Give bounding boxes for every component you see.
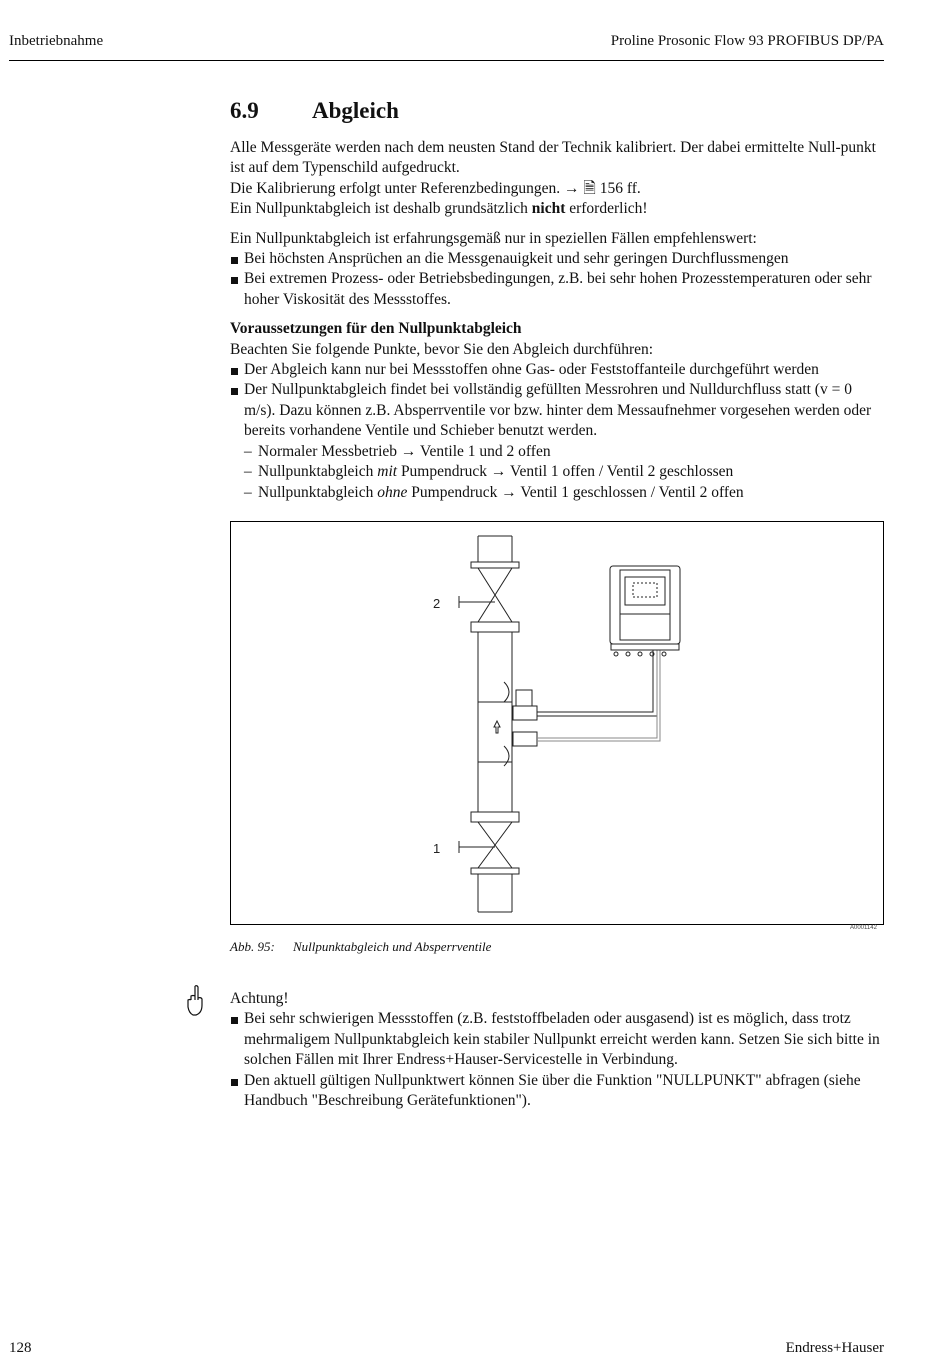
caption-text: Nullpunktabgleich und Absperrventile bbox=[293, 939, 492, 954]
intro-p3-before: Ein Nullpunktabgleich ist deshalb grundsätzlich bbox=[230, 200, 532, 218]
prereq-list bbox=[230, 360, 886, 442]
intro-paragraph-2: Die Kalibrierung erfolgt unter Referenzbedingungen. → 🗎 156 ff. bbox=[230, 179, 641, 197]
caution-note bbox=[230, 989, 886, 1111]
caution-title: Achtung! bbox=[230, 990, 289, 1007]
header-rule bbox=[9, 60, 884, 61]
section-heading bbox=[230, 96, 886, 126]
intro-p3-bold: nicht bbox=[531, 200, 566, 218]
list-item: – Normaler Messbetrieb → Ventile 1 und 2 offen bbox=[244, 442, 886, 462]
valve-mode-list bbox=[230, 442, 886, 503]
list-item: Bei extremen Prozess- oder Betriebsbedingungen, z.B. bei sehr hohen Prozesstemperaturen oder sehr hoher Viskosität des Messstoffes. bbox=[230, 269, 886, 310]
prereq-title: Voraussetzungen für den Nullpunktabgleich bbox=[230, 320, 522, 338]
header-section: Inbetriebnahme bbox=[9, 33, 104, 49]
intro-paragraph-1: Alle Messgeräte werden nach dem neusten Stand der Technik kalibriert. Der dabei ermittelte Null-punkt ist auf dem Typenschild aufgedruckt. bbox=[230, 139, 876, 177]
valve-label-1: 1 bbox=[433, 841, 441, 856]
main-content bbox=[230, 96, 886, 503]
figure-id: A0001142 bbox=[850, 925, 877, 931]
intro-paragraph-3 bbox=[230, 199, 886, 219]
figure-caption bbox=[230, 939, 491, 955]
list-item: – Nullpunktabgleich ohne Pumpendruck → Ventil 1 geschlossen / Ventil 2 offen bbox=[244, 483, 886, 503]
pipe-diagram bbox=[231, 522, 885, 926]
section-title: Abgleich bbox=[312, 98, 399, 123]
valve-label-2: 2 bbox=[433, 596, 441, 611]
figure-valves bbox=[230, 521, 884, 925]
prereq-lead: Beachten Sie folgende Punkte, bevor Sie den Abgleich durchführen: bbox=[230, 340, 654, 358]
list-item: Den aktuell gültigen Nullpunktwert können Sie über die Funktion "NULLPUNKT" abfragen (siehe Handbuch "Beschreibung Gerätefunktionen"). bbox=[230, 1071, 886, 1112]
header-product: Proline Prosonic Flow 93 PROFIBUS DP/PA bbox=[610, 33, 884, 49]
caution-list bbox=[230, 1009, 886, 1111]
page-number: 128 bbox=[9, 1340, 32, 1356]
intro-p3-after: erforderlich! bbox=[565, 200, 648, 218]
recommend-lead: Ein Nullpunktabgleich ist erfahrungsgemäß nur in speziellen Fällen empfehlenswert: bbox=[230, 229, 757, 247]
list-item: Bei höchsten Ansprüchen an die Messgenauigkeit und sehr geringen Durchflussmengen bbox=[230, 249, 886, 269]
footer-brand: Endress+Hauser bbox=[785, 1340, 884, 1356]
list-item: – Nullpunktabgleich mit Pumpendruck → Ventil 1 offen / Ventil 2 geschlossen bbox=[244, 462, 886, 482]
list-item: Der Nullpunktabgleich findet bei vollständig gefüllten Messrohren und Nulldurchfluss statt (v = 0 m/s). Dazu können z.B. Absperrventile vor bzw. hinter dem Messaufnehmer vorgesehen werden oder bereits vorhandene Ventile und Schieber benutzt werden. bbox=[230, 380, 886, 441]
section-number: 6.9 bbox=[230, 98, 259, 123]
list-item: Der Abgleich kann nur bei Messstoffen ohne Gas- oder Feststoffanteile durchgeführt werden bbox=[230, 360, 886, 380]
list-item: Bei sehr schwierigen Messstoffen (z.B. feststoffbeladen oder ausgasend) ist es möglich, dass trotz mehrmaligem Nullpunktabgleich kein stabiler Nullpunkt erreicht werden kann. Setzen Sie sich bitte in solchen Fällen mit Ihrer Endress+Hauser-Servicestelle in Verbindung. bbox=[230, 1009, 886, 1070]
caution-hand-icon bbox=[186, 984, 208, 1018]
caption-number: Abb. 95: bbox=[230, 939, 275, 954]
recommend-list bbox=[230, 249, 886, 310]
